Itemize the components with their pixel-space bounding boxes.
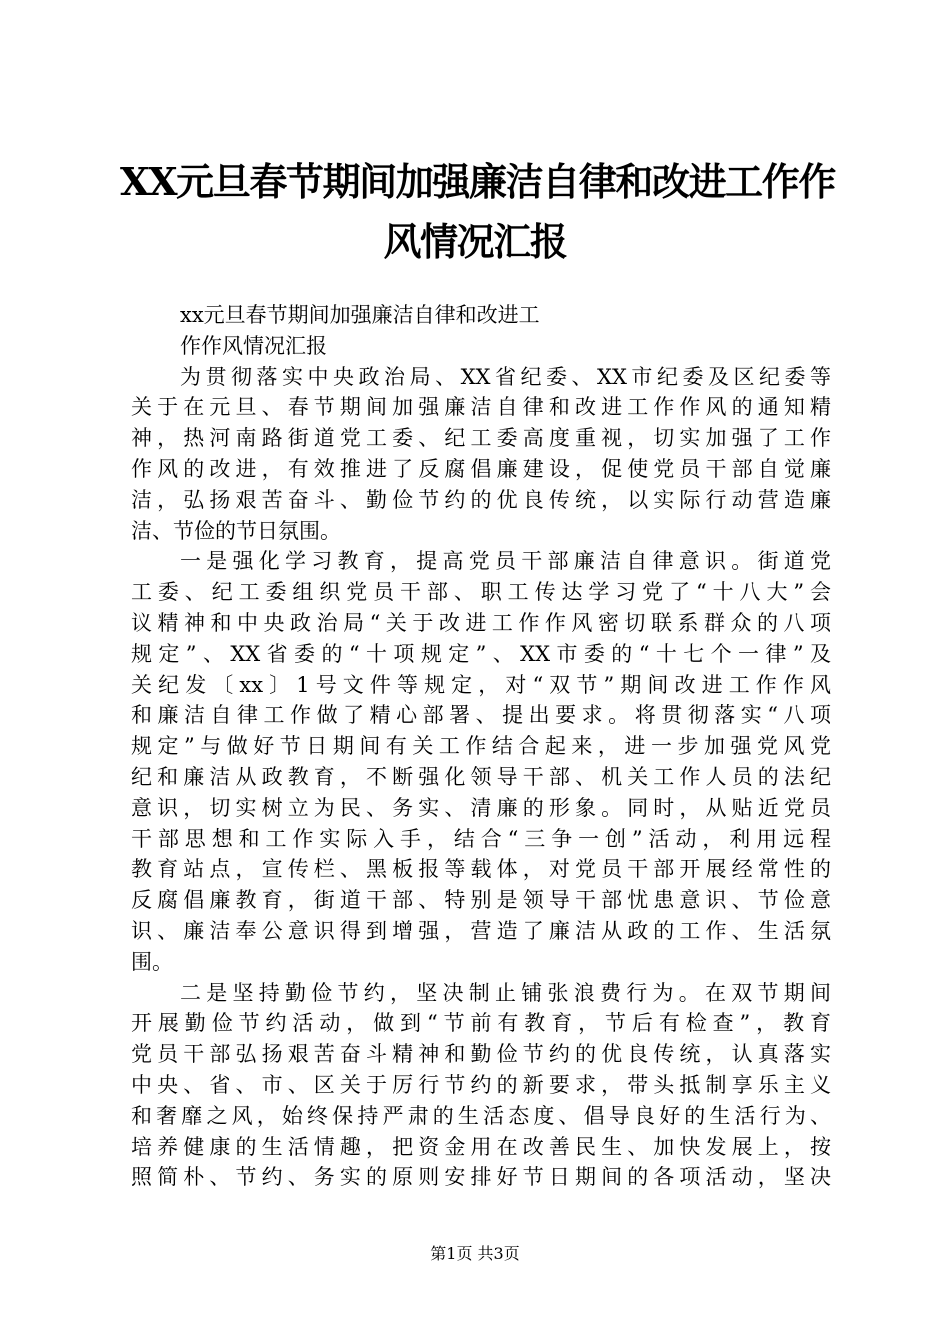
body-line: 作作风情况汇报: [180, 333, 327, 358]
body-line: 纪和廉洁从政教育，不断强化领导干部、机关工作人员的法纪: [131, 764, 831, 789]
body-line: 关纪发〔xx〕1号文件等规定，对“双节”期间改进工作作风: [131, 672, 831, 697]
body-line: 议精神和中央政治局“关于改进工作作风密切联系群众的八项: [131, 610, 831, 635]
body-line: 和廉洁自律工作做了精心部署、提出要求。将贯彻落实“八项: [131, 703, 831, 728]
body-line: 洁，弘扬艰苦奋斗、勤俭节约的优良传统，以实际行动营造廉: [131, 487, 831, 512]
body-line: 中央、省、市、区关于厉行节约的新要求，带头抵制享乐主义: [131, 1072, 831, 1097]
body-line: 围。: [131, 949, 173, 974]
body-line: 培养健康的生活情趣，把资金用在改善民生、加快发展上，按: [131, 1134, 831, 1159]
document-body: [131, 300, 831, 1193]
document-title-line-1: XX元旦春节期间加强廉洁自律和改进工作作: [120, 159, 835, 204]
body-line: 神，热河南路街道党工委、纪工委高度重视，切实加强了工作: [131, 426, 831, 451]
page-footer: 第1页 共3页: [430, 1244, 520, 1263]
body-line: 规定”、XX省委的“十项规定”、XX市委的“十七个一律”及: [131, 641, 831, 666]
body-line: 为贯彻落实中央政治局、XX省纪委、XX市纪委及区纪委等: [180, 364, 831, 389]
body-line: 工委、纪工委组织党员干部、职工传达学习党了“十八大”会: [131, 580, 831, 605]
document-title-line-2: 风情况汇报: [383, 219, 567, 264]
body-line: 开展勤俭节约活动，做到“节前有教育，节后有检查”，教育: [131, 1011, 831, 1036]
body-line: 教育站点，宣传栏、黑板报等载体，对党员干部开展经常性的: [131, 857, 831, 882]
body-line: 意识，切实树立为民、务实、清廉的形象。同时，从贴近党员: [131, 795, 831, 820]
body-line: 党员干部弘扬艰苦奋斗精神和勤俭节约的优良传统，认真落实: [131, 1042, 831, 1067]
body-line: xx元旦春节期间加强廉洁自律和改进工: [180, 303, 540, 327]
body-line: 作风的改进，有效推进了反腐倡廉建设，促使党员干部自觉廉: [131, 456, 831, 481]
body-line: 识、廉洁奉公意识得到增强，营造了廉洁从政的工作、生活氛: [131, 918, 831, 943]
body-line: 洁、节俭的节日氛围。: [131, 518, 341, 543]
body-line: 一是强化学习教育，提高党员干部廉洁自律意识。街道党: [180, 549, 831, 574]
body-line: 二是坚持勤俭节约，坚决制止铺张浪费行为。在双节期间: [180, 980, 831, 1005]
body-line: 关于在元旦、春节期间加强廉洁自律和改进工作作风的通知精: [131, 395, 831, 420]
body-line: 反腐倡廉教育，街道干部、特别是领导干部忧患意识、节俭意: [131, 888, 831, 913]
body-line: 规定”与做好节日期间有关工作结合起来，进一步加强党风党: [131, 734, 831, 759]
body-line: 照简朴、节约、务实的原则安排好节日期间的各项活动，坚决: [131, 1165, 831, 1190]
body-line: 和奢靡之风，始终保持严肃的生活态度、倡导良好的生活行为、: [131, 1103, 831, 1128]
body-line: 干部思想和工作实际入手，结合“三争一创”活动，利用远程: [131, 826, 831, 851]
